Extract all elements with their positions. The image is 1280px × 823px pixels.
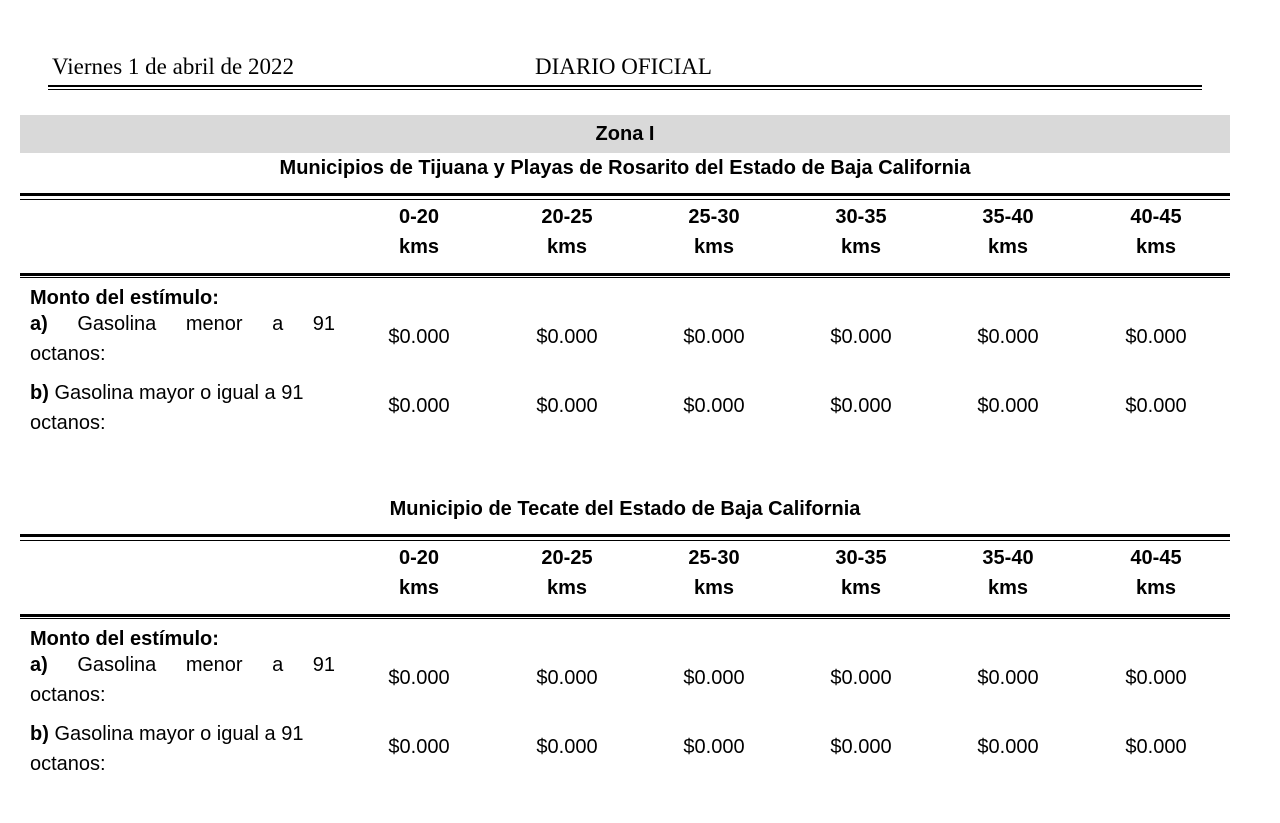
header-journal-title: DIARIO OFICIAL — [535, 54, 712, 79]
row-label-continuation: octanos: — [30, 753, 106, 775]
table-rule — [20, 193, 1230, 196]
row-prefix: a) — [30, 654, 48, 676]
row-fuel-type: Gasolina menor a 91 — [77, 313, 335, 335]
table-rule — [20, 273, 1230, 276]
section-title: Municipios de Tijuana y Playas de Rosarito del Estado de Baja California — [279, 157, 971, 179]
table-cell-amount: $0.000 — [536, 326, 598, 348]
table-cell-amount: $0.000 — [388, 736, 450, 758]
column-header-range: 35-40 — [982, 547, 1034, 569]
row-label — [30, 719, 335, 749]
table-cell-amount: $0.000 — [683, 395, 745, 417]
table-rule — [20, 614, 1230, 617]
header-date: Viernes 1 de abril de 2022 — [52, 54, 294, 79]
column-header-unit: kms — [693, 577, 735, 599]
table-cell-amount: $0.000 — [830, 667, 892, 689]
table-cell-amount: $0.000 — [830, 326, 892, 348]
column-header-unit: kms — [1135, 577, 1177, 599]
table-rule — [20, 618, 1230, 619]
row-label-continuation: octanos: — [30, 412, 106, 434]
column-header-unit: kms — [693, 236, 735, 258]
row-label — [30, 650, 335, 680]
table-cell-amount: $0.000 — [977, 395, 1039, 417]
column-header-unit: kms — [987, 236, 1029, 258]
section-tecate — [20, 496, 1230, 796]
table-cell-amount: $0.000 — [536, 736, 598, 758]
column-header-unit: kms — [840, 236, 882, 258]
table-cell-amount: $0.000 — [977, 326, 1039, 348]
table-rule — [20, 277, 1230, 278]
row-fuel-type: Gasolina mayor o igual a 91 — [54, 382, 304, 404]
monto-label: Monto del estímulo: — [30, 287, 219, 309]
row-fuel-type: Gasolina menor a 91 — [77, 654, 335, 676]
column-header-range: 40-45 — [1130, 547, 1182, 569]
row-prefix: a) — [30, 313, 48, 335]
column-header-range: 25-30 — [688, 547, 740, 569]
table-cell-amount: $0.000 — [536, 395, 598, 417]
table-cell-amount: $0.000 — [977, 736, 1039, 758]
header-rule — [48, 85, 1202, 87]
row-label — [30, 309, 335, 339]
column-header-unit: kms — [398, 577, 440, 599]
table-cell-amount: $0.000 — [683, 736, 745, 758]
page-header — [48, 52, 1202, 92]
column-header-unit: kms — [398, 236, 440, 258]
column-header-range: 35-40 — [982, 206, 1034, 228]
row-label — [30, 378, 335, 408]
table-rule — [20, 534, 1230, 537]
table-cell-amount: $0.000 — [1125, 667, 1187, 689]
column-header-range: 20-25 — [541, 547, 593, 569]
column-header-unit: kms — [546, 577, 588, 599]
column-header-range: 25-30 — [688, 206, 740, 228]
row-label-continuation: octanos: — [30, 684, 106, 706]
column-header-range: 30-35 — [835, 206, 887, 228]
column-header-unit: kms — [987, 577, 1029, 599]
table-cell-amount: $0.000 — [536, 667, 598, 689]
monto-label: Monto del estímulo: — [30, 628, 219, 650]
row-label-continuation: octanos: — [30, 343, 106, 365]
table-cell-amount: $0.000 — [388, 667, 450, 689]
column-header-range: 40-45 — [1130, 206, 1182, 228]
table-cell-amount: $0.000 — [388, 395, 450, 417]
column-header-unit: kms — [840, 577, 882, 599]
table-cell-amount: $0.000 — [1125, 395, 1187, 417]
row-prefix: b) — [30, 382, 49, 404]
column-header-range: 0-20 — [398, 206, 440, 228]
column-header-range: 30-35 — [835, 547, 887, 569]
table-cell-amount: $0.000 — [830, 736, 892, 758]
row-prefix: b) — [30, 723, 49, 745]
zone-label: Zona I — [20, 115, 1230, 153]
row-fuel-type: Gasolina mayor o igual a 91 — [54, 723, 304, 745]
section-tijuana-rosarito — [20, 155, 1230, 455]
table-cell-amount: $0.000 — [830, 395, 892, 417]
table-cell-amount: $0.000 — [1125, 326, 1187, 348]
header-rule-secondary — [48, 89, 1202, 90]
column-header-unit: kms — [1135, 236, 1177, 258]
table-cell-amount: $0.000 — [977, 667, 1039, 689]
table-cell-amount: $0.000 — [683, 326, 745, 348]
section-title: Municipio de Tecate del Estado de Baja California — [389, 498, 861, 520]
column-header-range: 0-20 — [398, 547, 440, 569]
column-header-range: 20-25 — [541, 206, 593, 228]
table-cell-amount: $0.000 — [1125, 736, 1187, 758]
table-cell-amount: $0.000 — [388, 326, 450, 348]
table-cell-amount: $0.000 — [683, 667, 745, 689]
column-header-unit: kms — [546, 236, 588, 258]
